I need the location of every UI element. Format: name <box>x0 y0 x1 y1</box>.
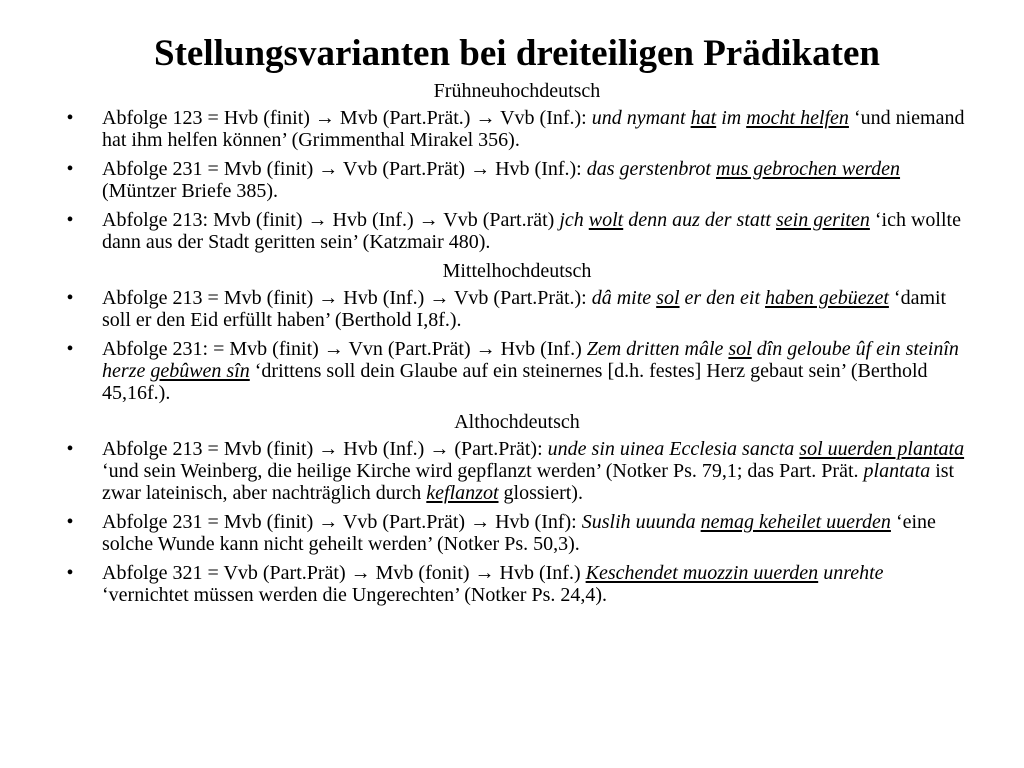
bullet-icon: • <box>66 511 74 533</box>
example-underlined: nemag keheilet uuerden <box>700 511 891 533</box>
bullet-icon: • <box>66 107 74 129</box>
example-text: im <box>716 107 747 129</box>
item-text: ‘damit soll er den Eid erfüllt haben’ (Berthold I,8f.). <box>102 287 947 331</box>
bullet-icon: • <box>66 338 74 360</box>
example-underlined: wolt <box>588 209 624 231</box>
bullet-list <box>66 287 968 404</box>
item-text: glossiert). <box>498 482 583 504</box>
bullet-list <box>66 107 968 253</box>
list-item <box>66 287 968 331</box>
item-text: Abfolge 231: = Mvb (finit) → Vvn (Part.Prät) → Hvb (Inf.) <box>102 338 587 360</box>
example-underlined: haben gebüezet <box>765 287 889 309</box>
item-text: Abfolge 321 = Vvb (Part.Prät) → Mvb (fonit) → Hvb (Inf.) <box>102 562 586 584</box>
item-text: ‘drittens soll dein Glaube auf ein steinernes [d.h. festes] Herz gebaut sein’ (Berthold 45,16f.). <box>102 360 928 404</box>
item-text: Abfolge 123 = Hvb (finit) → Mvb (Part.Prät.) → Vvb (Inf.): <box>102 107 592 129</box>
example-text: Suslih uuunda <box>581 511 701 533</box>
example-underlined: sol <box>656 287 680 309</box>
section-mhd <box>66 260 968 404</box>
list-item <box>66 562 968 606</box>
item-text: (Müntzer Briefe 385). <box>102 180 279 202</box>
example-text: dâ mite <box>591 287 657 309</box>
item-text: Abfolge 213: Mvb (finit) → Hvb (Inf.) → Vvb (Part.rät) <box>102 209 560 231</box>
section-heading: Frühneuhochdeutsch <box>433 80 601 102</box>
example-underlined: hat <box>690 107 717 129</box>
item-text: ‘und niemand hat ihm helfen können’ (Grimmenthal Mirakel 356). <box>102 107 965 151</box>
example-text: jch <box>559 209 589 231</box>
example-text: und nymant <box>591 107 691 129</box>
example-text: unde sin uinea Ecclesia sancta <box>547 438 800 460</box>
list-item <box>66 107 968 151</box>
example-underlined: mocht helfen <box>746 107 849 129</box>
example-text: das gerstenbrot <box>586 158 716 180</box>
item-text: ‘ich wollte dann aus der Stadt geritten sein’ (Katzmair 480). <box>102 209 961 253</box>
example-underlined: sol uuerden plantata <box>799 438 965 460</box>
list-item <box>66 209 968 253</box>
item-text: Abfolge 231 = Mvb (finit) → Vvb (Part.Prät) → Hvb (Inf.): <box>102 158 587 180</box>
item-text: Abfolge 213 = Mvb (finit) → Hvb (Inf.) → Vvb (Part.Prät.): <box>102 287 592 309</box>
example-underlined: sein geriten <box>776 209 870 231</box>
example-text: plantata <box>863 460 931 482</box>
example-underlined: gebûwen sîn <box>150 360 250 382</box>
bullet-icon: • <box>66 209 74 231</box>
list-item <box>66 511 968 555</box>
bullet-icon: • <box>66 287 74 309</box>
item-text: ‘vernichtet müssen werden die Ungerechten’ (Notker Ps. 24,4). <box>102 584 608 606</box>
example-text: Zem dritten mâle <box>586 338 729 360</box>
example-text: er den eit <box>679 287 766 309</box>
example-underlined: Keschendet muozzin uuerden <box>585 562 819 584</box>
item-text: ‘eine solche Wunde kann nicht geheilt werden’ (Notker Ps. 50,3). <box>102 511 936 555</box>
section-fnhd <box>66 80 968 253</box>
item-text: Abfolge 213 = Mvb (finit) → Hvb (Inf.) → (Part.Prät): <box>102 438 548 460</box>
example-underlined: sol <box>728 338 752 360</box>
list-item <box>66 338 968 404</box>
example-text: dîn geloube ûf ein steinîn herze <box>102 338 959 382</box>
example-underlined: mus gebrochen werden <box>716 158 901 180</box>
item-text: ist zwar lateinisch, aber nachträglich durch <box>102 460 955 504</box>
bullet-icon: • <box>66 438 74 460</box>
list-item <box>66 158 968 202</box>
example-underlined: keflanzot <box>426 482 499 504</box>
bullet-list <box>66 438 968 606</box>
bullet-icon: • <box>66 158 74 180</box>
section-ahd <box>66 411 968 606</box>
example-text: unrehte <box>818 562 884 584</box>
item-text: ‘und sein Weinberg, die heilige Kirche wird gepflanzt werden’ (Notker Ps. 79,1; das Part. Prät. <box>102 460 864 482</box>
list-item <box>66 438 968 504</box>
example-text: denn auz der statt <box>623 209 776 231</box>
section-heading: Althochdeutsch <box>454 411 580 433</box>
slide-title: Stellungsvarianten bei dreiteiligen Prädikaten <box>154 33 880 74</box>
section-heading: Mittelhochdeutsch <box>442 260 592 282</box>
item-text: Abfolge 231 = Mvb (finit) → Vvb (Part.Prät) → Hvb (Inf): <box>102 511 582 533</box>
bullet-icon: • <box>66 562 74 584</box>
